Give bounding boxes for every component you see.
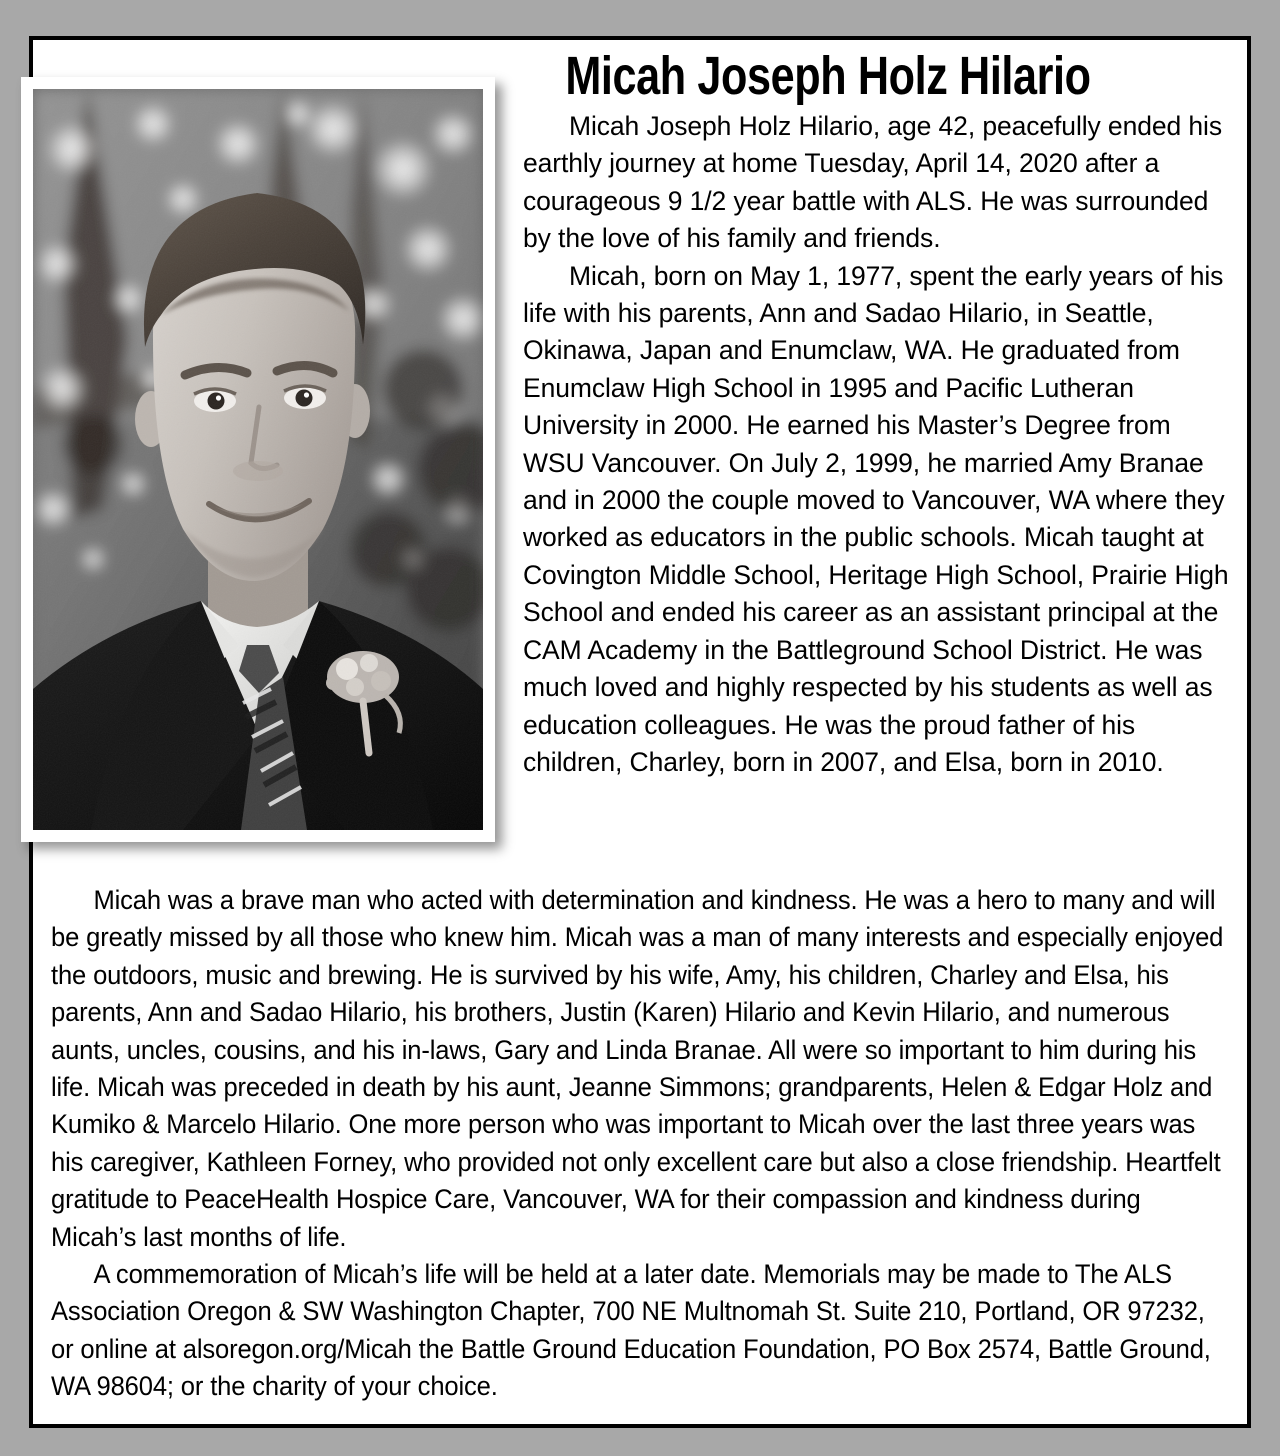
paragraph-text: Micah, born on May 1, 1977, spent the early years of his life with his parents, Ann and Sadao Hilario, in Seattle, Okinawa, Japan and Enumclaw, WA. He graduated from Enumclaw High School in 1995 and Pacific Lutheran University in 2000. He earned his Master’s Degree from WSU Vancouver. On July 2, 1999, he married Amy Branae and in 2000 the couple moved to Vancouver, WA where they worked as educators in the public schools. Micah taught at Covington Middle School, Heritage High School, Prairie High School and ended his career as an assistant principal at the CAM Academy in the Battleground School District. He was much loved and highly respected by his students as well as education colleagues. He was the proud father of his children, Charley, born in 2007, and Elsa, born in 2010. bbox=[523, 260, 1229, 777]
paragraph-text: Micah Joseph Holz Hilario, age 42, peacefully ended his earthly journey at home Tuesday, April 14, 2020 after a courageous 9 1/2 year battle with ALS. He was surrounded by the love of his family and friends. bbox=[523, 111, 1222, 254]
obituary-paragraph-4 bbox=[51, 1256, 1229, 1406]
obituary-card bbox=[29, 36, 1251, 1428]
obituary-paragraph-3 bbox=[51, 882, 1229, 1256]
card-content bbox=[33, 40, 1247, 1424]
portrait-photo-frame bbox=[21, 77, 495, 842]
paragraph-text: Micah was a brave man who acted with determination and kindness. He was a hero to many and will be greatly missed by all those who knew him. Micah was a man of many interests and especially enjoyed the outdoors, music and brewing. He is survived by his wife, Amy, his children, Charley and Elsa, his parents, Ann and Sadao Hilario, his brothers, Justin (Karen) Hilario and Kevin Hilario, and numerous aunts, uncles, cousins, and his in-laws, Gary and Linda Branae. All were so important to him during his life. Micah was preceded in death by his aunt, Jeanne Simmons; grandparents, Helen & Edgar Holz and Kumiko & Marcelo Hilario. One more person who was important to Micah over the last three years was his caregiver, Kathleen Forney, who provided not only excellent care but also a close friendship. Heartfelt gratitude to PeaceHealth Hospice Care, Vancouver, WA for their compassion and kindness during Micah’s last months of life. bbox=[51, 885, 1224, 1252]
portrait-photo-image bbox=[33, 89, 483, 830]
portrait-photo bbox=[33, 89, 483, 830]
full-width-text-block bbox=[51, 880, 1229, 1406]
page-title: Micah Joseph Holz Hilario bbox=[565, 46, 1091, 106]
paragraph-text: A commemoration of Micah’s life will be held at a later date. Memorials may be made to The ALS Association Oregon & SW Washington Chapter, 700 NE Multnomah St. Suite 210, Portland, OR 97232, or online at alsoregon.org/Micah the Battle Ground Education Foundation, PO Box 2574, Battle Ground, WA 98604; or the charity of your choice. bbox=[51, 1259, 1211, 1402]
